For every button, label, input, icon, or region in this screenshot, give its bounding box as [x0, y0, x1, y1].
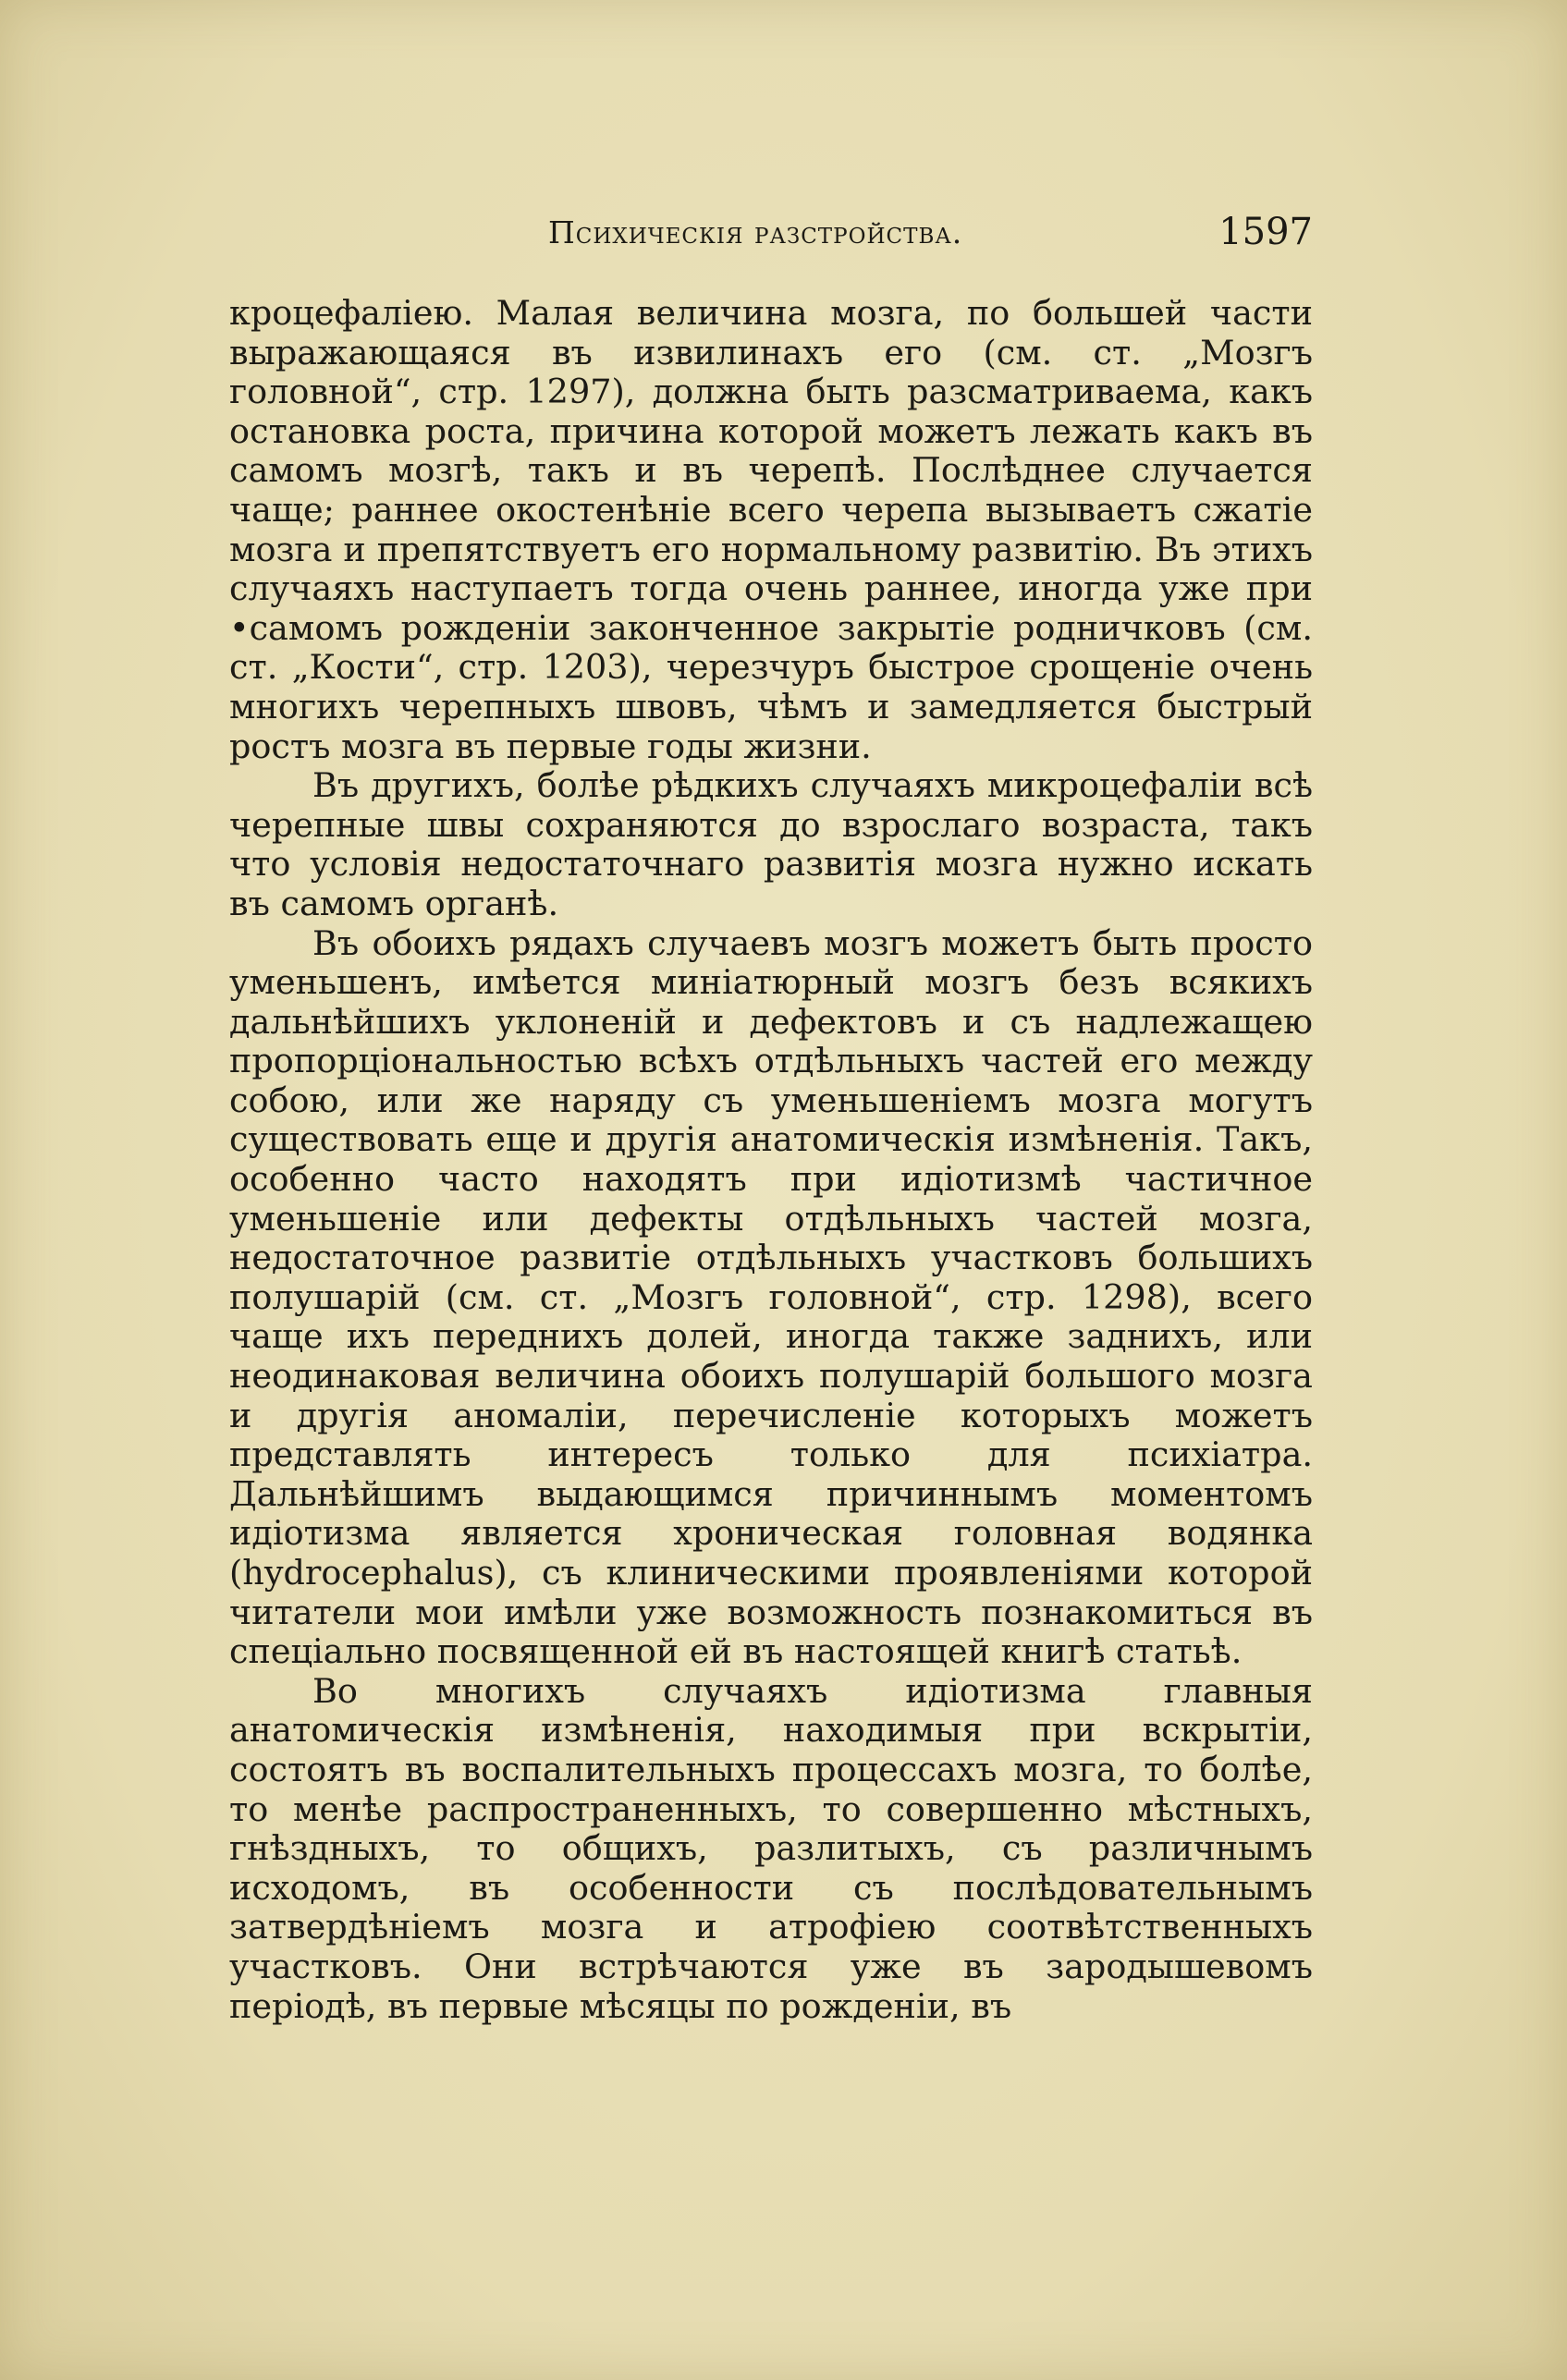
- body-text: [229, 294, 1313, 2026]
- running-title: Психическія разстройства.: [548, 214, 963, 250]
- page-number: 1597: [1218, 211, 1313, 253]
- paragraph-1: кроцефаліею. Малая величина мозга, по большей части выражающаяся въ извилинахъ его (см. ст. „Мозгъ головной“, стр. 1297), должна быть разсматриваема, какъ остановка роста, причина которой можетъ лежать какъ въ самомъ мозгѣ, такъ и въ черепѣ. Послѣднее случается чаще; раннее окостенѣніе всего черепа вызываетъ сжатіе мозга и препятствуетъ его нормальному развитію. Въ этихъ случаяхъ наступаетъ тогда очень раннее, иногда уже при •самомъ рожденіи законченное закрытіе родничковъ (см. ст. „Кости“, стр. 1203), черезчуръ быстрое срощеніе очень многихъ черепныхъ швовъ, чѣмъ и замедляется быстрый ростъ мозга въ первые годы жизни.: [229, 293, 1313, 766]
- paragraph-2: Въ другихъ, болѣе рѣдкихъ случаяхъ микроцефаліи всѣ черепные швы сохраняются до взрослаго возраста, такъ что условія недостаточнаго развитія мозга нужно искать въ самомъ органѣ.: [229, 765, 1313, 923]
- paragraph-3: Въ обоихъ рядахъ случаевъ мозгъ можетъ быть просто уменьшенъ, имѣется миніатюрный мозгъ безъ всякихъ дальнѣйшихъ уклоненій и дефектовъ и съ надлежащею пропорціональностью всѣхъ отдѣльныхъ частей его между собою, или же наряду съ уменьшеніемъ мозга могутъ существовать еще и другія анатомическія измѣненія. Такъ, особенно часто находятъ при идіотизмѣ частичное уменьшеніе или дефекты отдѣльныхъ частей мозга, недостаточное развитіе отдѣльныхъ участковъ большихъ полушарій (см. ст. „Мозгъ головной“, стр. 1298), всего чаще ихъ переднихъ долей, иногда также заднихъ, или неодинаковая величина обоихъ полушарій большого мозга и другія аномаліи, перечисленіе которыхъ можетъ представлять интересъ только для психіатра. Дальнѣйшимъ выдающимся причиннымъ моментомъ идіотизма является хроническая головная водянка (hydrocephalus), съ клиническими проявленіями которой читатели мои имѣли уже возможность познакомиться въ спеціально посвященной ей въ настоящей книгѣ статьѣ.: [229, 922, 1313, 1672]
- page-header: [229, 211, 1313, 270]
- paragraph-4: Во многихъ случаяхъ идіотизма главныя анатомическія измѣненія, находимыя при вскрытіи, состоятъ въ воспалительныхъ процессахъ мозга, то болѣе, то менѣе распространенныхъ, то совершенно мѣстныхъ, гнѣздныхъ, то общихъ, разлитыхъ, съ различнымъ исходомъ, въ особенности съ послѣдовательнымъ затвердѣніемъ мозга и атрофіею соотвѣтственныхъ участковъ. Они встрѣчаются уже въ зародышевомъ періодѣ, въ первые мѣсяцы по рожденіи, въ: [229, 1670, 1313, 2026]
